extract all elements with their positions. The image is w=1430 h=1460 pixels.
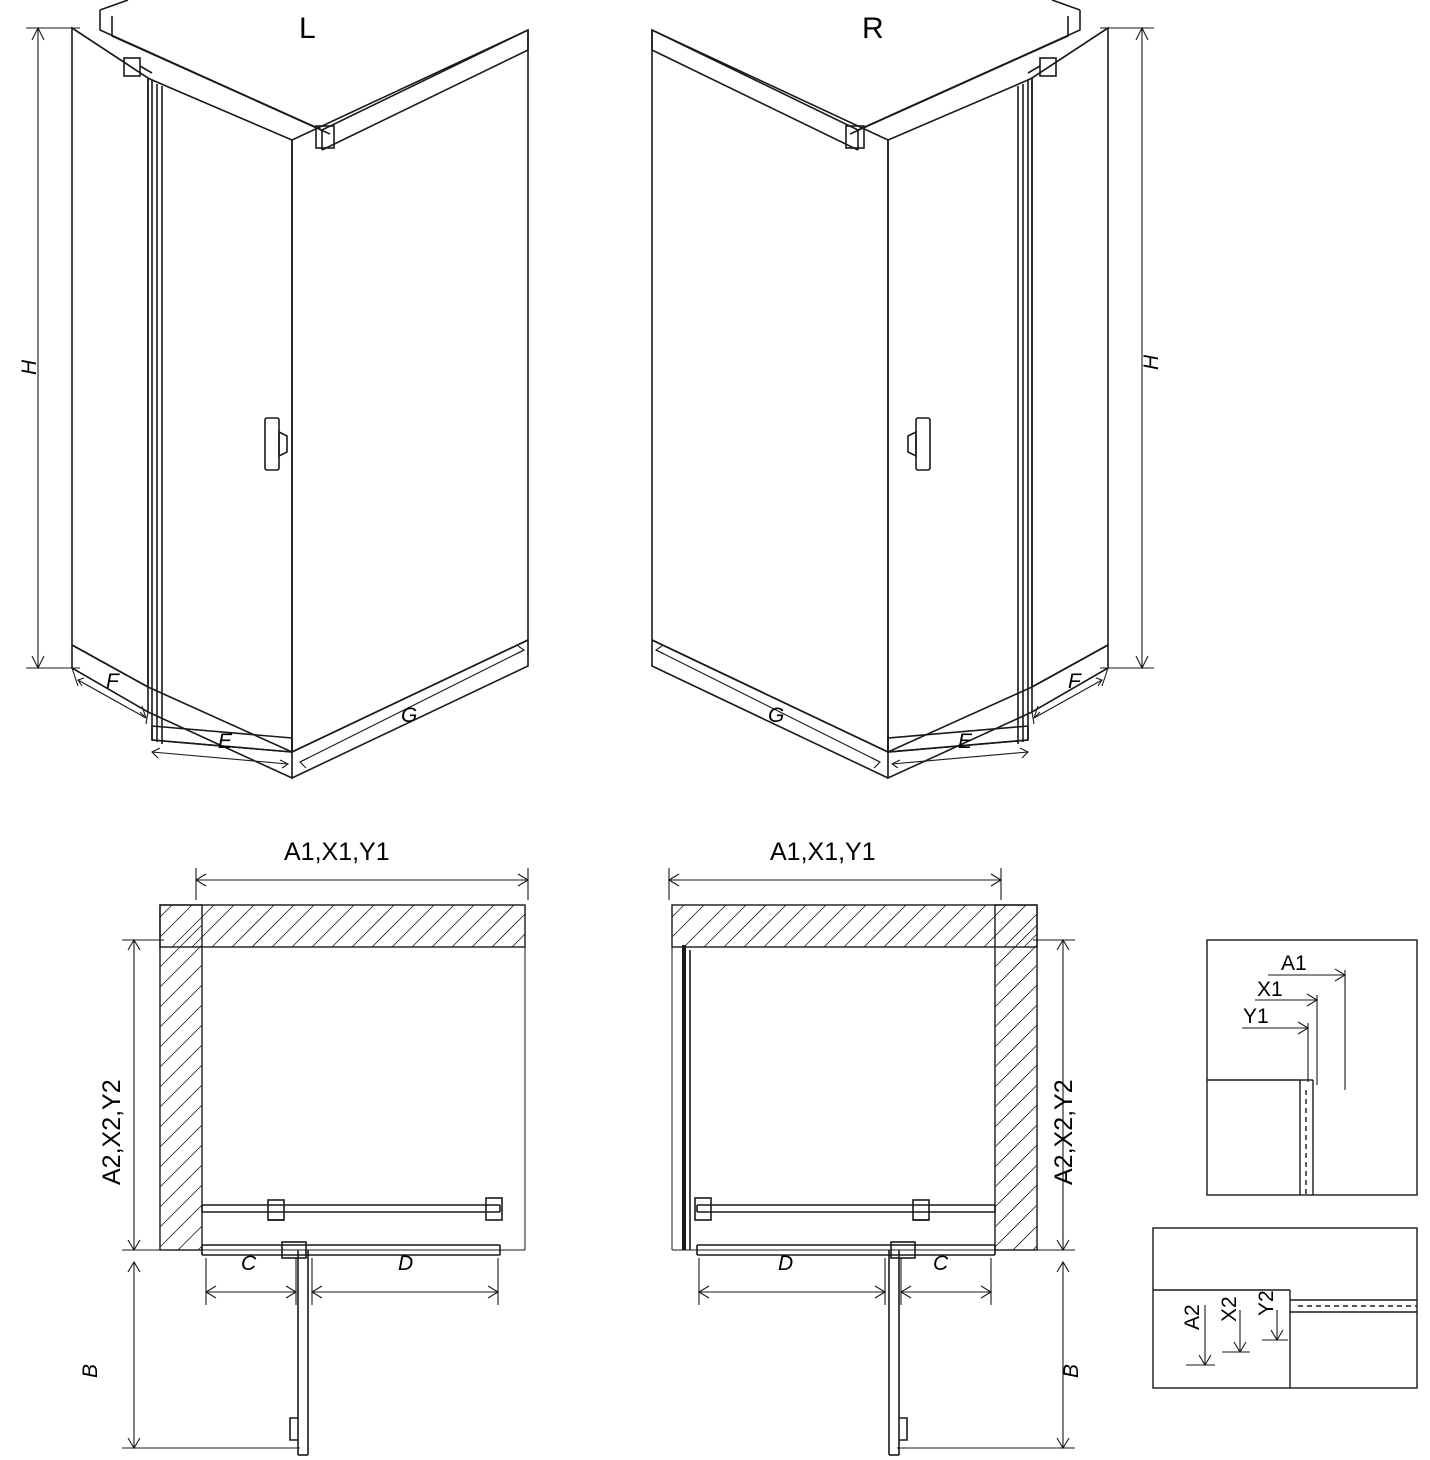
dimension-label-b-right: B <box>1060 1363 1083 1378</box>
detail-label-y2: Y2 <box>1255 1290 1278 1316</box>
dimension-label-f-right: F <box>1068 670 1081 693</box>
dimension-bottom-left <box>72 640 528 770</box>
dimension-label-h-right: H <box>1140 354 1163 370</box>
plan-view-right <box>672 905 1037 1455</box>
dimension-label-c-left: C <box>241 1252 257 1275</box>
dimension-label-d-right: D <box>778 1252 794 1275</box>
dimension-plan-right <box>669 868 1075 1448</box>
detail-label-x1: X1 <box>1257 978 1283 1001</box>
dimension-bottom-right <box>652 640 1108 770</box>
detail-label-a1: A1 <box>1281 952 1307 975</box>
detail-label-x2: X2 <box>1218 1296 1241 1322</box>
dimension-label-e-right: E <box>958 730 973 753</box>
dimension-label-h-left: H <box>18 359 41 375</box>
plan-view-left <box>160 905 525 1455</box>
dimension-label-c-right: C <box>933 1252 949 1275</box>
dimension-plan-left <box>122 868 528 1448</box>
door-handle-left <box>265 418 287 470</box>
isometric-view-left <box>72 0 528 778</box>
dimension-label-a1x1y1-right: A1,X1,Y1 <box>770 838 876 866</box>
detail-view-top <box>1207 940 1417 1195</box>
door-handle-right <box>908 418 930 470</box>
wall-hatch-right <box>672 905 1037 1250</box>
dimension-label-g-right: G <box>768 704 785 727</box>
dimension-label-b-left: B <box>79 1363 102 1378</box>
detail-label-a2: A2 <box>1181 1304 1204 1330</box>
view-title-right: R <box>862 12 884 45</box>
dimension-label-a2x2y2-left: A2,X2,Y2 <box>98 1079 126 1185</box>
dimension-label-a2x2y2-right: A2,X2,Y2 <box>1050 1079 1078 1185</box>
dimension-label-g-left: G <box>401 704 418 727</box>
detail-label-y1: Y1 <box>1243 1005 1269 1028</box>
dimension-label-d-left: D <box>398 1252 414 1275</box>
view-title-left: L <box>299 12 316 45</box>
dimension-label-a1x1y1-left: A1,X1,Y1 <box>284 838 390 866</box>
dimension-label-f-left: F <box>106 670 119 693</box>
wall-hatch-left <box>160 905 525 1250</box>
dimension-label-e-left: E <box>218 730 233 753</box>
isometric-view-right <box>652 0 1108 778</box>
